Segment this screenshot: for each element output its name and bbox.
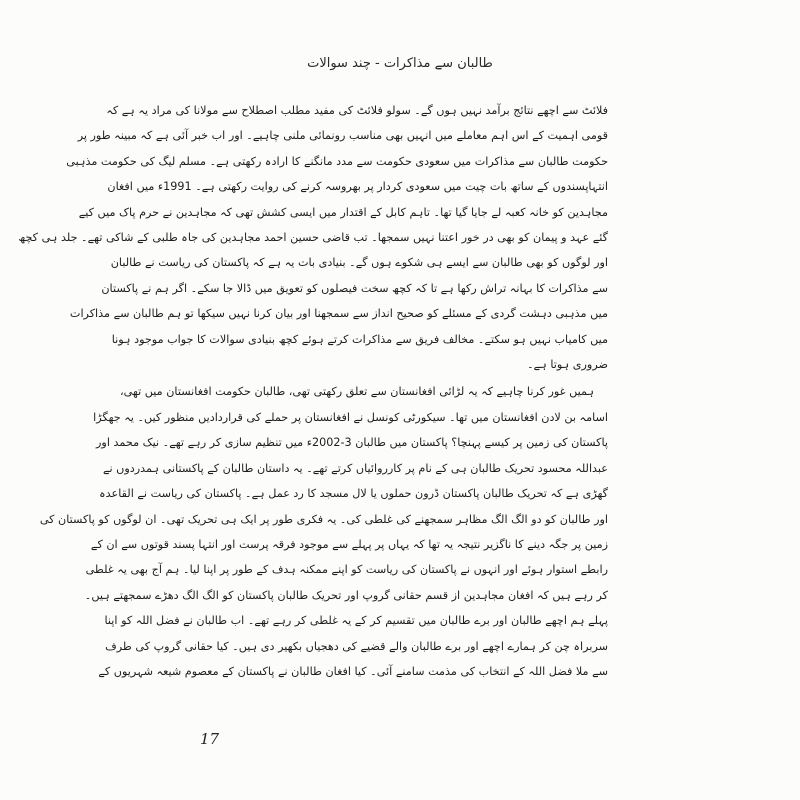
body-text (18, 98, 608, 684)
text-line: رابطے استوار ہوئے اور انہوں نے پاکستان کی ریاست کو اپنے ممکنہ ہدف کے طور پر اپنا لیا۔ ہم آج بھی یہ غلطی (85, 563, 608, 577)
text-line: گھڑی ہے کہ تحریک طالبان پاکستان ڈرون حملوں یا لال مسجد کا رد عمل ہے۔ پاکستان کی ریاست نے القاعدہ (99, 487, 608, 501)
text-line: سربراہ چن کر ہمارے اچھے اور برے طالبان والے قضیے کی دھجیاں بکھیر دی ہیں۔ کیا حقانی گروپ کی طرف (105, 639, 608, 653)
text-line: ہمیں غور کرنا چاہیے کہ یہ لڑائی افغانستان سے تعلق رکھتی تھی، طالبان حکومت افغانستان میں تھی، (120, 385, 594, 399)
text-line: اور لوگوں کو بھی طالبان سے ایسے ہی شکوے ہوں گے۔ بنیادی بات یہ ہے کہ پاکستان کی ریاست نے طالبان (110, 256, 608, 270)
text-line: میں مذہبی دہشت گردی کے مسئلے کو صحیح انداز سے سمجھنا اور بیان کرنا نہیں سیکھا تو ہم طالبان سے مذاکرات (69, 307, 608, 321)
text-line: مجاہدین کو خانہ کعبہ لے جایا گیا تھا۔ تاہم کابل کے اقتدار میں ایسی کشش تھی کہ مجاہدین نے حرم پاک میں کیے (78, 205, 608, 219)
text-line: میں کامیاب نہیں ہو سکتے۔ مخالف فریق سے مذاکرات کرتے ہوئے کچھ بنیادی سوالات کا جواب موجود ہونا (111, 332, 608, 346)
text-line: ضروری ہوتا ہے۔ (527, 358, 608, 372)
paragraph-1 (18, 98, 608, 377)
text-line: عبداللہ محسود تحریک طالبان ہی کے نام پر کارروائیاں کرتے تھے۔ یہ داستان طالبان کے پاکستانی ہمدردوں نے (102, 461, 608, 475)
page-number: 17 (200, 730, 220, 748)
text-line: اسامہ بن لادن افغانستان میں تھا۔ سیکورٹی کونسل نے افغانستان پر حملے کی قراردادیں منظور کیں۔ یہ جھگڑا (93, 410, 608, 424)
text-line: قومی اہمیت کے اس اہم معاملے میں انہیں بھی مناسب رونمائی ملنی چاہیے۔ اور اب خبر آئی ہے کہ مبینہ طور پر (77, 129, 608, 143)
running-head: طالبان سے مذاکرات - چند سوالات (307, 56, 493, 71)
text-line: سے ملا فضل اللہ کے انتخاب کی مذمت سامنے آئی۔ کیا افغان طالبان نے پاکستان کے معصوم شیعہ شہریوں کے (98, 664, 608, 678)
text-line: سے مذاکرات کا بہانہ تراش رکھا ہے تا کہ کچھ سخت فیصلوں کو تعویق میں ڈالا جا سکے۔ اگر ہم نے پاکستان (101, 281, 608, 295)
text-line: اور طالبان کو دو الگ الگ مظاہر سمجھنے کی غلطی کی۔ یہ فکری طور پر ایک ہی تحریک تھی۔ ان لوگوں کو پاکستان کی (39, 512, 608, 526)
text-line: انتہاپسندوں کے ساتھ بات چیت میں سعودی کردار پر بھروسہ کرنے کی روایت رکھتی ہے۔ 1991ء میں افغان (107, 180, 608, 194)
text-line: گئے عہد و پیمان کو بھی در خور اعتنا نہیں سمجھا۔ تب قاضی حسین احمد مجاہدین کی جاہ طلبی کے شاکی تھے۔ جلد ہی کچھ (18, 231, 608, 245)
text-line: پاکستان کی زمین پر کیسے پہنچا؟ پاکستان میں طالبان 3-2002ء میں تنظیم سازی کر رہے تھے۔ نیک محمد اور (96, 436, 608, 450)
text-line: کر رہے ہیں کہ افغان مجاہدین از قسم حقانی گروپ اور تحریک طالبان پاکستان کو الگ الگ دھڑے سمجھتے ہیں۔ (84, 588, 608, 602)
text-line: حکومت طالبان سے مذاکرات میں سعودی حکومت سے مدد مانگنے کا ارادہ رکھتی ہے۔ مسلم لیگ کی حکومت مذہبی (66, 154, 608, 168)
text-line: پہلے ہم اچھے طالبان اور برے طالبان میں تقسیم کر کے یہ غلطی کر رہے تھے۔ اب طالبان نے فضل اللہ کو اپنا (104, 614, 608, 628)
text-line: زمین پر جگہ دینے کا ناگزیر نتیجہ یہ تھا کہ یہاں پر پہلے سے موجود فرقہ پرست اور انتہا پسند قوتوں سے ان کے (90, 537, 608, 551)
text-line: فلائٹ سے اچھے نتائج برآمد نہیں ہوں گے۔ سولو فلائٹ کی مفید مطلب اصطلاح سے مولانا کی مراد یہ ہے کہ (106, 104, 608, 117)
paragraph-2 (39, 379, 608, 684)
